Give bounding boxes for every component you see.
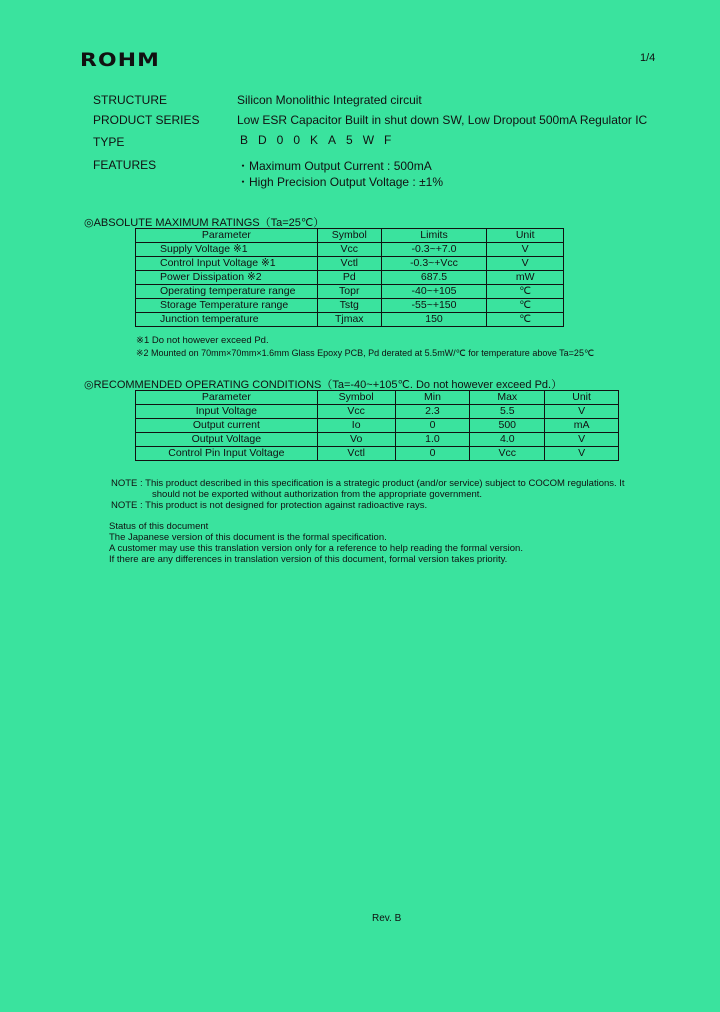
structure-label: STRUCTURE	[93, 93, 167, 107]
feature-item: ・High Precision Output Voltage : ±1%	[237, 175, 444, 189]
table-cell: 1.0	[395, 433, 470, 447]
table-cell: Supply Voltage ※1	[136, 243, 318, 257]
status-line: If there are any differences in translation version of this document, formal version takes priority.	[109, 554, 508, 565]
table-cell: V	[487, 243, 564, 257]
column-header: Unit	[487, 229, 564, 243]
table-cell: 5.5	[470, 405, 545, 419]
table-row	[136, 285, 564, 299]
column-header: Limits	[381, 229, 487, 243]
table-cell: ℃	[487, 285, 564, 299]
table-cell: Io	[317, 419, 395, 433]
column-header: Symbol	[317, 391, 395, 405]
column-header: Parameter	[136, 229, 318, 243]
table-header-row	[136, 391, 619, 405]
column-header: Min	[395, 391, 470, 405]
abs-max-note: ※2 Mounted on 70mm×70mm×1.6mm Glass Epoxy PCB, Pd derated at 5.5mW/℃ for temperature above Ta=25℃	[136, 348, 595, 358]
table-cell: V	[545, 433, 619, 447]
table-cell: 4.0	[470, 433, 545, 447]
table-row	[136, 419, 619, 433]
rec-op-title: ◎RECOMMENDED OPERATING CONDITIONS（Ta=-40~+105℃. Do not however exceed Pd.）	[84, 379, 563, 391]
table-cell: Pd	[317, 271, 381, 285]
rohm-logo: ROHM	[80, 49, 161, 71]
table-cell: 0	[395, 419, 470, 433]
table-cell: Operating temperature range	[136, 285, 318, 299]
table-cell: mW	[487, 271, 564, 285]
table-cell: V	[487, 257, 564, 271]
table-cell: ℃	[487, 313, 564, 327]
column-header: Unit	[545, 391, 619, 405]
table-cell: 500	[470, 419, 545, 433]
table-cell: Tjmax	[317, 313, 381, 327]
table-cell: Vctl	[317, 447, 395, 461]
table-cell: Control Pin Input Voltage	[136, 447, 318, 461]
product-series-value: Low ESR Capacitor Built in shut down SW, Low Dropout 500mA Regulator IC	[237, 113, 648, 127]
table-cell: Vcc	[317, 405, 395, 419]
feature-item: ・Maximum Output Current : 500mA	[237, 159, 432, 173]
table-cell: Input Voltage	[136, 405, 318, 419]
table-cell: Junction temperature	[136, 313, 318, 327]
table-row	[136, 257, 564, 271]
status-line: Status of this document	[109, 521, 209, 532]
rec-op-table	[135, 390, 619, 461]
table-cell: 150	[381, 313, 487, 327]
column-header: Symbol	[317, 229, 381, 243]
table-cell: -0.3~+Vcc	[381, 257, 487, 271]
notice-text: NOTE : This product described in this specification is a strategic product (and/or service) subject to COCOM regulations. It	[111, 478, 625, 489]
features-label: FEATURES	[93, 158, 157, 172]
table-row	[136, 299, 564, 313]
column-header: Max	[470, 391, 545, 405]
notice-text: NOTE : This product is not designed for protection against radioactive rays.	[111, 500, 428, 511]
type-value: BD00KA5WF	[240, 133, 402, 147]
table-cell: -40~+105	[381, 285, 487, 299]
table-cell: V	[545, 447, 619, 461]
notice-text: should not be exported without authorization from the appropriate government.	[152, 489, 483, 500]
table-cell: mA	[545, 419, 619, 433]
revision-label: Rev. B	[372, 913, 402, 924]
table-cell: ℃	[487, 299, 564, 313]
table-cell: 687.5	[381, 271, 487, 285]
table-cell: Vctl	[317, 257, 381, 271]
table-row	[136, 271, 564, 285]
column-header: Parameter	[136, 391, 318, 405]
table-row	[136, 313, 564, 327]
table-cell: Tstg	[317, 299, 381, 313]
product-series-label: PRODUCT SERIES	[93, 113, 200, 127]
table-cell: 0	[395, 447, 470, 461]
table-cell: Control Input Voltage ※1	[136, 257, 318, 271]
status-line: A customer may use this translation version only for a reference to help reading the formal version.	[109, 543, 523, 554]
table-cell: 2.3	[395, 405, 470, 419]
table-cell: Power Dissipation ※2	[136, 271, 318, 285]
table-cell: Output Voltage	[136, 433, 318, 447]
page-number: 1/4	[640, 52, 656, 64]
abs-max-table	[135, 228, 564, 327]
structure-value: Silicon Monolithic Integrated circuit	[237, 93, 422, 107]
table-cell: Vcc	[470, 447, 545, 461]
status-line: The Japanese version of this document is the formal specification.	[109, 532, 387, 543]
table-cell: V	[545, 405, 619, 419]
table-cell: Storage Temperature range	[136, 299, 318, 313]
table-cell: -0.3~+7.0	[381, 243, 487, 257]
table-row	[136, 243, 564, 257]
table-row	[136, 433, 619, 447]
abs-max-title: ◎ABSOLUTE MAXIMUM RATINGS（Ta=25℃）	[84, 217, 325, 229]
table-row	[136, 405, 619, 419]
table-cell: Vo	[317, 433, 395, 447]
table-row	[136, 447, 619, 461]
table-header-row	[136, 229, 564, 243]
abs-max-note: ※1 Do not however exceed Pd.	[136, 335, 269, 346]
table-cell: Vcc	[317, 243, 381, 257]
table-cell: Topr	[317, 285, 381, 299]
table-cell: -55~+150	[381, 299, 487, 313]
table-cell: Output current	[136, 419, 318, 433]
type-label: TYPE	[93, 135, 125, 149]
